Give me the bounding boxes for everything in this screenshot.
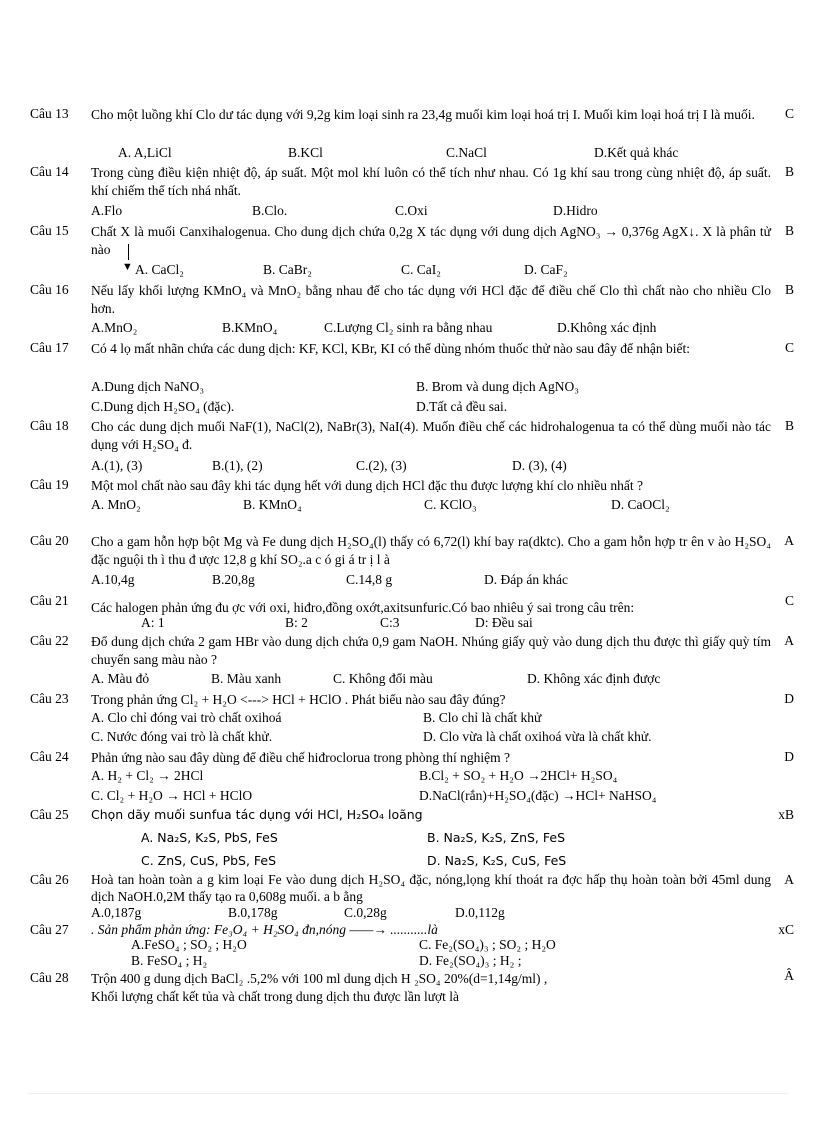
option-d: D. Na₂S, K₂S, CuS, FeS	[427, 853, 567, 868]
option-a: A.Flo	[91, 203, 123, 218]
question-number: Câu 21	[30, 593, 69, 608]
option-a: A.Dung dịch NaNO₃	[91, 379, 205, 394]
option-b: B.0,178g	[228, 905, 278, 920]
question-number: Câu 17	[30, 340, 69, 355]
question-number: Câu 23	[30, 691, 69, 706]
option-b: B. Màu xanh	[211, 671, 282, 686]
question-text: Cho một luồng khí Clo dư tác dụng với 9,2g kim loại sinh ra 23,4g muối kim loại hoá trị I. Muối kim loại hoá trị I là muối.	[91, 107, 755, 122]
question-number: Câu 14	[30, 164, 69, 179]
question-number: Câu 25	[30, 807, 69, 822]
question-text: Trong phản ứng Cl₂ + H₂O <---> HCl + HClO . Phát biểu nào sau đây đúng?	[91, 692, 506, 707]
question-number: Câu 22	[30, 633, 69, 648]
question-number: Câu 19	[30, 477, 69, 492]
option-a: A. MnO₂	[91, 497, 141, 512]
question-text: Chất X là muối Canxihalogenua. Cho dung dịch chứa 0,2g X tác dụng với dung dịch AgNO₃ → 0,376g AgX↓. X là phân tử nào	[91, 224, 771, 257]
option-d: D. CaF₂	[524, 262, 568, 277]
option-d: D.Kết quả khác	[594, 145, 679, 160]
answer-key: A	[784, 633, 794, 648]
option-b: B.20,8g	[212, 572, 255, 587]
option-c: C. KClO₃	[424, 497, 477, 512]
option-a: A. Clo chỉ đóng vai trò chất oxihoá	[91, 710, 282, 725]
option-b: B. Brom và dung dịch AgNO₃	[416, 379, 579, 394]
question-number: Câu 27	[30, 922, 69, 937]
answer-key: C	[784, 340, 794, 355]
question-text: Cho a gam hỗn hợp bột Mg và Fe dung dịch H₂SO₄(l) thấy có 6,72(l) khí bay ra(dktc). Cho a gam hỗn hợp tr ên v ào H₂SO₄ đặc nguội th ì thu đ ược 12,8 g khí SO₂.a c ó gi á tr ị l à	[91, 534, 771, 567]
option-b: B: 2	[285, 615, 308, 630]
question-text-continued: Khối lượng chất kết tủa và chất trong dung dịch thu được lần lượt là	[91, 989, 460, 1004]
question-number: Câu 20	[30, 533, 69, 548]
answer-key: B	[784, 282, 794, 297]
question-number: Câu 16	[30, 282, 69, 297]
option-c: C. ZnS, CuS, PbS, FeS	[141, 853, 277, 868]
page-divider	[28, 1093, 788, 1094]
question-text: Phản ứng nào sau đây dùng để điều chế hiđroclorua trong phòng thí nghiệm ?	[91, 750, 510, 765]
answer-key: B	[784, 223, 794, 238]
option-c: C.Lượng Cl₂ sinh ra bằng nhau	[324, 320, 493, 335]
option-c: C. Không đổi màu	[333, 671, 433, 686]
answer-key: C	[784, 106, 794, 121]
answer-key: Â	[784, 968, 794, 983]
answer-key: D	[784, 749, 794, 764]
option-b: B.KCl	[288, 145, 323, 160]
answer-key: D	[784, 691, 794, 706]
question-text: Có 4 lọ mất nhãn chứa các dung dịch: KF, KCl, KBr, KI có thể dùng nhóm thuốc thử nào sau đây để nhận biết:	[91, 341, 691, 356]
option-d: D.Tất cả đều sai.	[416, 399, 508, 414]
question-text: Một mol chất nào sau đây khi tác dụng hết với dung dịch HCl đặc thu được lượng khí clo nhiều nhất ?	[91, 478, 643, 493]
option-c: C.Oxi	[395, 203, 428, 218]
option-d: D.Không xác định	[557, 320, 657, 335]
option-b: B. CaBr₂	[263, 262, 312, 277]
question-text: Trộn 400 g dung dịch BaCl₂ .5,2% với 100 ml dung dịch H ₂SO₄ 20%(d=1,14g/ml) ,	[91, 971, 548, 986]
option-a: A. Màu đỏ	[91, 671, 150, 686]
question-number: Câu 15	[30, 223, 69, 238]
question-text: Nếu lấy khối lượng KMnO₄ và MnO₂ bằng nhau để cho tác dụng với HCl đặc để điều chế Clo thì chất nào cho nhiều Clo hơn.	[91, 283, 771, 316]
option-d: D. (3), (4)	[512, 458, 567, 473]
question-text: Chọn dãy muối sunfua tác dụng với HCl, H₂SO₄ loãng	[91, 807, 423, 822]
question-text: Đổ dung dịch chứa 2 gam HBr vào dung dịch chứa 0,9 gam NaOH. Nhúng giấy quỳ vào dung dịch thu được thì giấy quỳ tím chuyển sang màu nào ?	[91, 634, 771, 667]
option-c: C.14,8 g	[346, 572, 393, 587]
option-d: D. Đáp án khác	[484, 572, 568, 587]
question-text: . Sản phẩm phản ứng: Fe₃O₄ + H₂SO₄ đn,nóng ——→ ...........là	[91, 922, 438, 937]
option-b: B. KMnO₄	[243, 497, 302, 512]
option-c: C. CaI₂	[401, 262, 441, 277]
question-text: Hoà tan hoàn toàn a g kim loại Fe vào dung dịch H₂SO₄ đặc, nóng,lọng khí thoát ra đợc hấp thụ hoàn toàn bởi 45ml dung dịch NaOH.0,2M thấy tạo ra 0,608g muối. a b ằng	[91, 872, 771, 904]
question-number: Câu 13	[30, 106, 69, 121]
option-b: B.Clo.	[252, 203, 288, 218]
option-d: D.0,112g	[455, 905, 505, 920]
option-c: C.(2), (3)	[356, 458, 407, 473]
option-b: B.Cl₂ + SO₂ + H₂O →2HCl+ H₂SO₄	[419, 768, 618, 783]
option-d: D. Không xác định được	[527, 671, 661, 686]
option-c: C.0,28g	[344, 905, 387, 920]
option-c: C. Nước đóng vai trò là chất khử.	[91, 729, 273, 744]
question-number: Câu 26	[30, 872, 69, 887]
answer-key: B	[784, 164, 794, 179]
option-b: B. Clo chỉ là chất khử	[423, 710, 542, 725]
option-a: A.(1), (3)	[91, 458, 143, 473]
answer-key: xC	[778, 922, 794, 937]
option-d: D.NaCl(rắn)+H₂SO₄(đặc) →HCl+ NaHSO₄	[419, 788, 657, 803]
answer-key: xB	[778, 807, 794, 822]
arrow-down-icon: ▼	[122, 261, 133, 273]
option-a: A.MnO₂	[91, 320, 138, 335]
answer-key: B	[784, 418, 794, 433]
answer-key: A	[784, 872, 794, 887]
option-a: A. A,LiCl	[118, 145, 172, 160]
question-number: Câu 24	[30, 749, 69, 764]
option-a: A: 1	[141, 615, 165, 630]
option-c: C:3	[380, 615, 400, 630]
option-d: D. Fe₂(SO₄)₃ ; H₂ ;	[419, 953, 522, 968]
option-b: B.(1), (2)	[212, 458, 263, 473]
option-b: B. FeSO₄ ; H₂	[131, 953, 208, 968]
option-c: C. Cl₂ + H₂O → HCl + HClO	[91, 788, 253, 803]
option-c: C.Dung dịch H₂SO₄ (đặc).	[91, 399, 235, 414]
answer-key: A	[784, 533, 794, 548]
question-text: Các halogen phản ứng đu ợc với oxi, hiđro,đồng oxớt,axitsunfuric.Có bao nhiêu ý sai trong câu trên:	[91, 600, 635, 615]
option-c: C.NaCl	[446, 145, 487, 160]
option-d: D: Đều sai	[475, 615, 533, 630]
question-number: Câu 28	[30, 970, 69, 985]
answer-key: C	[784, 593, 794, 608]
question-text: Trong cùng điều kiện nhiệt độ, áp suất. Một mol khí luôn có thể tích như nhau. Có 1g khí sau trong cùng nhiệt độ, áp suất. khí chiếm thể tích nhá nhất.	[91, 165, 771, 198]
cursor-line	[128, 244, 129, 260]
option-a: A. Na₂S, K₂S, PbS, FeS	[141, 830, 278, 845]
option-b: B. Na₂S, K₂S, ZnS, FeS	[427, 830, 566, 845]
option-a: A. H₂ + Cl₂ → 2HCl	[91, 768, 204, 783]
option-d: D.Hidro	[553, 203, 598, 218]
option-a: A.0,187g	[91, 905, 142, 920]
option-a: A.10,4g	[91, 572, 135, 587]
option-a: A.FeSO₄ ; SO₂ ; H₂O	[131, 937, 247, 952]
question-number: Câu 18	[30, 418, 69, 433]
option-d: D. CaOCl₂	[611, 497, 670, 512]
option-b: B.KMnO₄	[222, 320, 278, 335]
option-a: A. CaCl₂	[135, 262, 184, 277]
option-d: D. Clo vừa là chất oxihoá vừa là chất khử.	[423, 729, 652, 744]
question-text: Cho các dung dịch muối NaF(1), NaCl(2), NaBr(3), NaI(4). Muốn điều chế các hidrohalogenua ta có thể dùng muối nào tác dụng với H₂SO₄ đ.	[91, 419, 771, 452]
option-c: C. Fe₂(SO₄)₃ ; SO₂ ; H₂O	[419, 937, 556, 952]
